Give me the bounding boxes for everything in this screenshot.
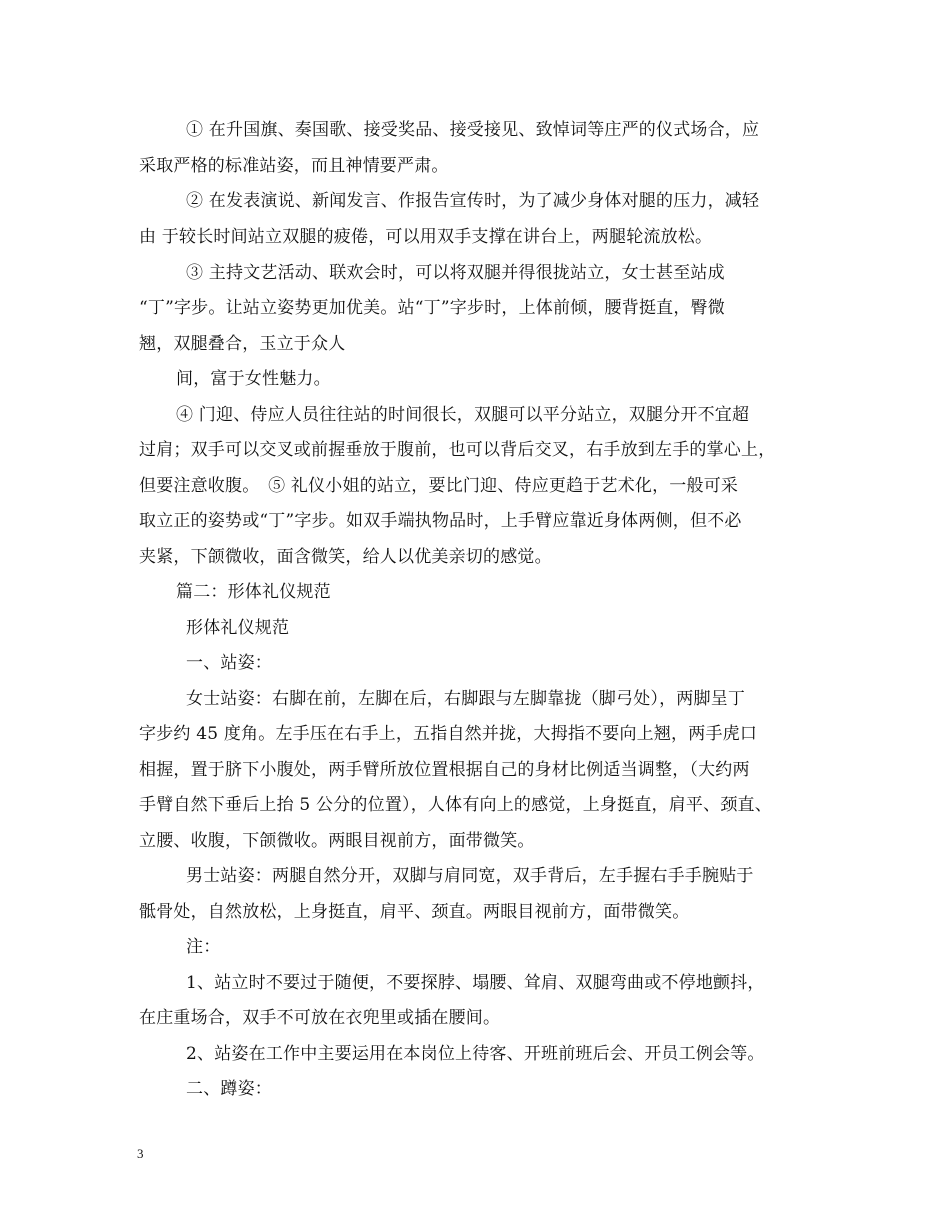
text-line: ① 在升国旗、奏国歌、接受奖品、接受接见、致悼词等庄严的仪式场合，应	[186, 120, 760, 140]
text-line: 翘，双腿叠合，玉立于众人	[139, 334, 346, 354]
text-line: 相握，置于脐下小腹处，两手臂所放位置根据自己的身材比例适当调整，（大约两	[139, 760, 750, 780]
text-line: 男士站姿：两腿自然分开，双脚与肩同宽，双手背后，左手握右手手腕贴于	[186, 866, 754, 886]
text-line: 字步约 45 度角。左手压在右手上，五指自然并拢，大拇指不要向上翘，两手虎口	[139, 724, 758, 744]
text-line: 夹紧，下颌微收，面含微笑，给人以优美亲切的感觉。	[139, 547, 552, 567]
text-line: ③ 主持文艺活动、联欢会时，可以将双腿并得很拢站立，女士甚至站成	[186, 263, 725, 283]
text-line: 骶骨处，自然放松，上身挺直，肩平、颈直。两眼目视前方，面带微笑。	[139, 902, 690, 922]
text-line: “丁”字步。让站立姿势更加优美。站“丁”字步时，上体前倾，腰背挺直，臀微	[139, 298, 725, 318]
text-line: 取立正的姿势或“丁”字步。如双手端执物品时，上手臂应靠近身体两侧，但不必	[139, 511, 742, 531]
text-line: 但要注意收腹。 ⑤ 礼仪小姐的站立，要比门迎、侍应更趋于艺术化，一般可采	[139, 476, 739, 496]
text-line: 由 于较长时间站立双腿的疲倦，可以用双手支撑在讲台上，两腿轮流放松。	[139, 227, 713, 247]
text-line: ④ 门迎、侍应人员往往站的时间很长，双腿可以平分站立，双腿分开不宜超	[176, 405, 750, 425]
text-line: 1、站立时不要过于随便，不要探脖、塌腰、耸肩、双腿弯曲或不停地颤抖，	[186, 973, 765, 993]
page-number: 3	[137, 1146, 144, 1161]
text-line: 采取严格的标准站姿，而且神情要严肃。	[139, 156, 449, 176]
note-heading: 注：	[186, 937, 221, 957]
text-line: 2、站姿在工作中主要运用在本岗位上待客、开班前班后会、开员工例会等。	[186, 1044, 765, 1064]
text-line: 在庄重场合，双手不可放在衣兜里或插在腰间。	[139, 1008, 501, 1028]
text-line: 女士站姿：右脚在前，左脚在后，右脚跟与左脚靠拢（脚弓处），两脚呈丁	[186, 689, 746, 709]
text-line: ② 在发表演说、新闻发言、作报告宣传时，为了减少身体对腿的压力，减轻	[186, 191, 760, 211]
section-heading: 二、蹲姿：	[186, 1079, 272, 1099]
text-line: 间，富于女性魅力。	[176, 369, 331, 389]
text-line: 手臂自然下垂后上抬 5 公分的位置），人体有向上的感觉，上身挺直，肩平、颈直、	[139, 795, 772, 815]
section-heading: 形体礼仪规范	[186, 618, 290, 638]
section-heading: 篇二：形体礼仪规范	[176, 582, 331, 602]
section-heading: 一、站姿：	[186, 653, 272, 673]
text-line: 过肩；双手可以交叉或前握垂放于腹前，也可以背后交叉，右手放到左手的掌心上，	[139, 440, 776, 460]
text-line: 立腰、收腹，下颌微收。两眼目视前方，面带微笑。	[139, 831, 535, 851]
